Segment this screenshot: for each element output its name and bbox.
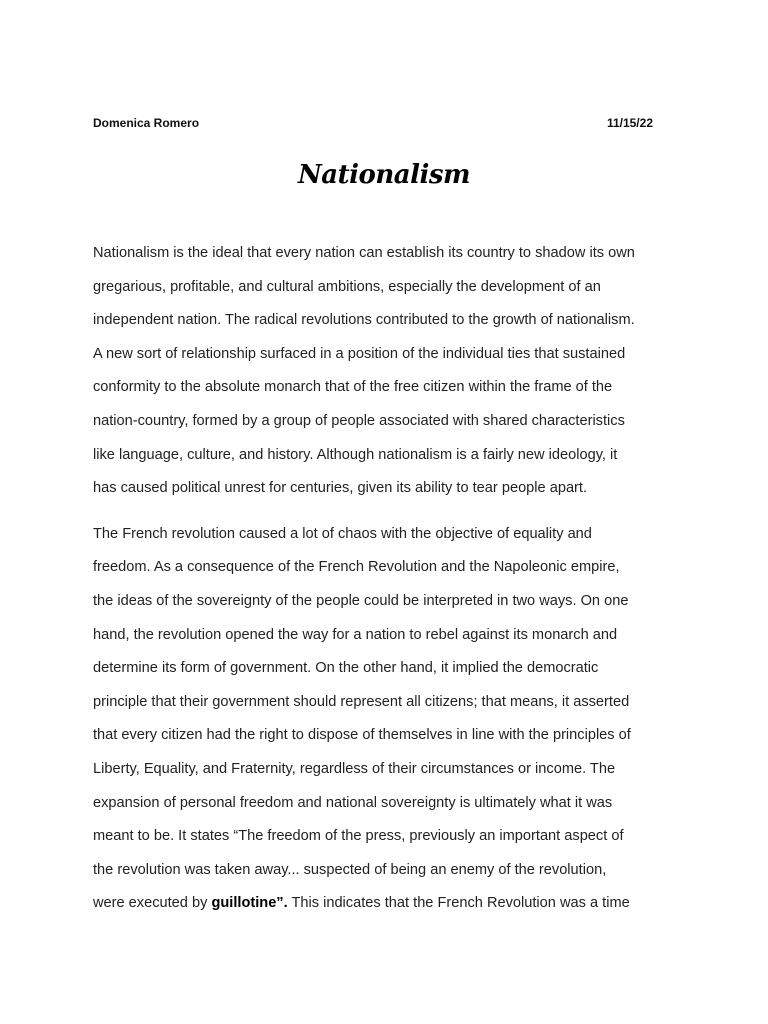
text-line: has caused political unrest for centuries, given its ability to tear people apart.	[93, 480, 588, 497]
text-line: like language, culture, and history. Although nationalism is a fairly new ideology, it	[93, 446, 618, 463]
text-line: A new sort of relationship surfaced in a position of the individual ties that sustained	[93, 345, 626, 362]
text-line: expansion of personal freedom and national sovereignty is ultimately what it was	[93, 794, 613, 811]
text-line: meant to be. It states “The freedom of the press, previously an important aspect of	[93, 828, 624, 845]
text-line: The French revolution caused a lot of chaos with the objective of equality and	[93, 525, 592, 542]
text-line-last	[93, 887, 673, 921]
document-header	[93, 116, 653, 132]
paragraph-2	[93, 518, 673, 921]
author-name: Domenica Romero	[93, 116, 200, 130]
text-run: This indicates that the French Revolution was a time	[287, 895, 630, 912]
text-line: gregarious, profitable, and cultural ambitions, especially the development of an	[93, 278, 601, 295]
bold-quote-text: guillotine”.	[211, 895, 288, 912]
text-line: principle that their government should represent all citizens; that means, it asserted	[93, 693, 630, 710]
text-line: conformity to the absolute monarch that of the free citizen within the frame of the	[93, 379, 613, 396]
text-line: Nationalism is the ideal that every nation can establish its country to shadow its own	[93, 245, 635, 261]
document-title: Nationalism	[298, 160, 470, 190]
text-line: determine its form of government. On the other hand, it implied the democratic	[93, 660, 599, 677]
document-date: 11/15/22	[606, 116, 653, 130]
text-line: the ideas of the sovereignty of the people could be interpreted in two ways. On one	[93, 592, 629, 609]
text-line: that every citizen had the right to dispose of themselves in line with the principles of	[93, 727, 631, 744]
paragraph-1	[93, 237, 673, 506]
document-body	[93, 237, 673, 921]
text-line: nation-country, formed by a group of people associated with shared characteristics	[93, 412, 625, 429]
text-line: independent nation. The radical revolutions contributed to the growth of nationalism.	[93, 312, 635, 329]
text-line: Liberty, Equality, and Fraternity, regardless of their circumstances or income. The	[93, 760, 616, 777]
text-line: the revolution was taken away... suspected of being an enemy of the revolution,	[93, 861, 607, 878]
text-line: freedom. As a consequence of the French Revolution and the Napoleonic empire,	[93, 559, 620, 576]
text-line: hand, the revolution opened the way for a nation to rebel against its monarch and	[93, 626, 618, 643]
text-run: were executed by	[93, 895, 212, 912]
